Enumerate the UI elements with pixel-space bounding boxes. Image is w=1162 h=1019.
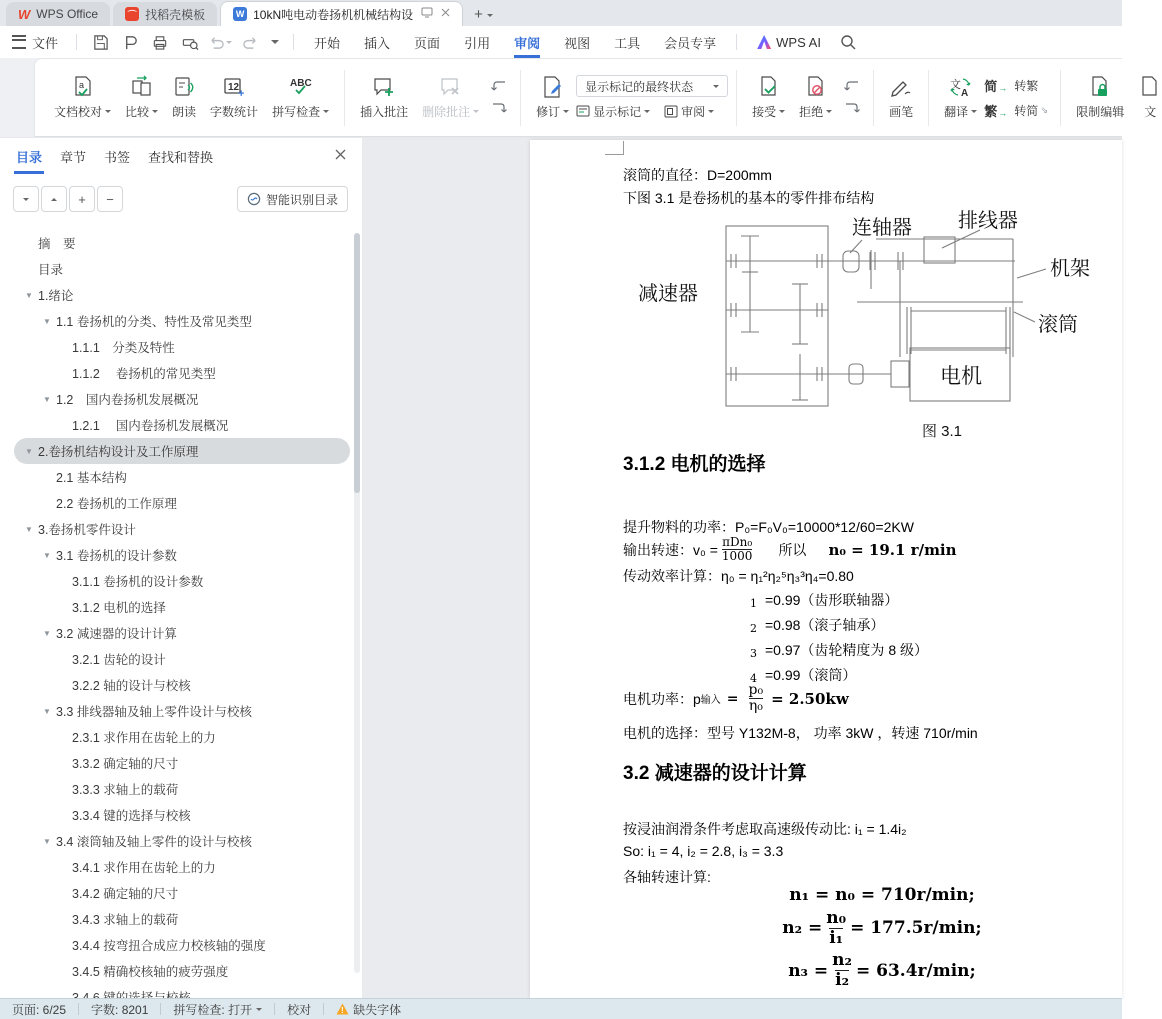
accept-change-button[interactable]: 接受 — [745, 75, 792, 120]
diagram-label-coupling: 连轴器 — [852, 217, 912, 239]
toc-item[interactable] — [0, 724, 354, 750]
toc-item[interactable] — [0, 568, 354, 594]
save-icon[interactable] — [87, 31, 113, 53]
eta-subscript: 3 — [750, 647, 757, 660]
toc-item[interactable] — [0, 906, 354, 932]
export-pdf-icon[interactable] — [117, 31, 143, 53]
formula-line: 传动效率计算：η₀ = η₁²η₂⁵η₃³η₄=0.80 — [623, 568, 854, 584]
toc-item[interactable] — [0, 776, 354, 802]
toc-item-label: 3.4.2 确定轴的尺寸 — [72, 887, 179, 901]
wps-logo-icon: W — [18, 6, 31, 22]
diagram-label-arranger: 排线器 — [958, 210, 1018, 232]
toc-item-label: 3.3.3 求轴上的载荷 — [72, 783, 179, 797]
collapse-triangle-icon[interactable]: ▼ — [43, 394, 51, 404]
toc-item[interactable] — [0, 464, 354, 490]
read-aloud-button[interactable]: 朗读 — [165, 75, 203, 120]
show-markup-button[interactable]: 显示标记 — [576, 103, 650, 120]
search-icon[interactable] — [835, 31, 861, 53]
toc-item[interactable] — [0, 880, 354, 906]
svg-text:+: + — [238, 88, 245, 100]
collapse-triangle-icon[interactable]: ▼ — [43, 316, 51, 326]
word-count-button[interactable]: 12 + 字数统计 — [203, 75, 265, 120]
sidebar-tab-2[interactable]: 书签 — [104, 149, 131, 165]
traditional-to-simplified-button[interactable]: 繁 → 转简 — [984, 101, 1038, 120]
formula-line: 电机的选择：型号 Y132M-8， 功率 3kW ，转速 710r/min — [623, 725, 978, 741]
doc-line: 滚筒的直径：D=200mm — [623, 167, 772, 183]
dialog-launcher-icon[interactable]: ⇘ — [1040, 104, 1049, 115]
eta-subscript: 2 — [750, 622, 757, 635]
comment-nav-column — [490, 80, 508, 116]
wps-ai-label: WPS AI — [776, 34, 821, 50]
proofread-button[interactable]: a 文档校对 — [47, 75, 118, 120]
toc-item[interactable] — [0, 672, 354, 698]
toc-item-label: 3.4.5 精确校核轴的疲劳强度 — [72, 965, 229, 979]
translate-icon — [949, 75, 973, 99]
efficiency-line — [750, 612, 928, 637]
reject-change-button[interactable]: 拒绝 — [792, 75, 839, 120]
zoom-out-button[interactable]: − — [97, 186, 123, 212]
toc-item-label: 3.1.1 卷扬机的设计参数 — [72, 575, 204, 589]
menu-item-1[interactable]: 插入 — [364, 35, 391, 51]
missing-font-warning[interactable]: ! 缺失字体 — [324, 1001, 413, 1018]
toc-item-label: 3.4.3 求轴上的载荷 — [72, 913, 179, 927]
word-count-icon — [222, 75, 246, 99]
svg-text:ABC: ABC — [289, 78, 312, 89]
diagram-caption: 图 3.1 — [922, 423, 963, 440]
tab-current-document[interactable] — [220, 1, 463, 26]
change-nav-column — [843, 80, 861, 116]
divider — [928, 70, 929, 126]
restrict-editing-icon — [1088, 75, 1112, 99]
translate-button[interactable]: 文 A 翻译 — [937, 75, 984, 120]
equation-n1: n₁ = n₀ = 710r/min; — [789, 885, 975, 905]
speed-equations — [662, 885, 1102, 990]
dropdown-caret-icon — [713, 85, 719, 88]
convert-arrow-icon: → — [998, 83, 1008, 93]
collapse-triangle-icon[interactable]: ▼ — [25, 446, 33, 456]
toc-item-label: 2.卷扬机结构设计及工作原理 — [38, 445, 199, 459]
divider — [1060, 70, 1061, 126]
toc-item[interactable] — [0, 958, 354, 984]
formula-line: 电机功率：p 输入 = $\frac{\text{p₀}}{\text{η₀}}$ = 2.50kw — [623, 682, 849, 715]
divider — [293, 34, 294, 50]
status-bar — [0, 998, 1122, 1019]
doc-line: 下图 3.1 是卷扬机的基本的零件排布结构 — [623, 190, 875, 206]
equation-n3: n₃ = $\frac{\text{n₂}}{\text{i₂}}$ = 63.4r/min; — [788, 950, 976, 991]
menu-item-5[interactable]: 视图 — [564, 35, 591, 51]
insert-comment-button[interactable]: 插入批注 — [353, 75, 415, 120]
pen-icon — [889, 75, 913, 99]
track-changes-button[interactable]: 修订 — [529, 75, 576, 120]
divider — [873, 70, 874, 126]
menu-item-3[interactable]: 引用 — [464, 35, 491, 51]
zoom-in-button[interactable]: + — [69, 186, 95, 212]
simplified-to-traditional-button[interactable]: 简 → 转繁 — [984, 76, 1038, 95]
sidebar-tabs — [0, 138, 362, 174]
toc-toolbar — [0, 186, 362, 214]
heading-3-2: 3.2 减速器的设计计算 — [623, 763, 807, 784]
tab-list-caret-icon[interactable] — [487, 14, 493, 17]
document-icon — [1138, 75, 1162, 99]
margin-corner-mark — [605, 141, 624, 155]
menu-item-4[interactable]: 审阅 — [502, 26, 552, 58]
close-tab-icon[interactable] — [441, 8, 450, 20]
toc-item-label: 3.2 减速器的设计计算 — [56, 627, 177, 641]
menu-item-7[interactable]: 会员专享 — [664, 35, 717, 51]
winch-diagram — [590, 210, 1120, 448]
spell-check-button[interactable]: ABC 拼写检查 — [265, 75, 336, 120]
toc-item[interactable] — [0, 802, 354, 828]
previous-change-icon[interactable] — [843, 80, 861, 94]
print-icon[interactable] — [147, 31, 173, 53]
divider — [736, 34, 737, 50]
menu-items — [302, 26, 728, 58]
toc-item-label: 3.4.1 求作用在齿轮上的力 — [72, 861, 216, 875]
toc-item-label: 3.3.2 确定轴的尺寸 — [72, 757, 179, 771]
restrict-editing-button[interactable]: 限制编辑 — [1069, 75, 1131, 120]
collapse-triangle-icon[interactable]: ▼ — [25, 524, 33, 534]
markup-state-value: 显示标记的最终状态 — [585, 79, 694, 94]
compare-icon — [130, 75, 154, 99]
file-menu-label: 文件 — [32, 35, 59, 51]
toc-item-label: 3.1.2 电机的选择 — [72, 601, 166, 615]
tab-wps-office[interactable] — [6, 2, 110, 26]
toc-item-label: 3.2.1 齿轮的设计 — [72, 653, 166, 667]
hamburger-icon — [12, 35, 26, 49]
redo-icon[interactable] — [237, 31, 263, 53]
divider — [76, 34, 77, 50]
toc-item[interactable] — [0, 334, 354, 360]
delete-comment-button[interactable]: 删除批注 — [415, 75, 486, 120]
compare-button[interactable]: 比较 — [118, 75, 165, 120]
print-preview-icon[interactable] — [177, 31, 203, 53]
undo-icon[interactable] — [207, 31, 233, 53]
toc-item[interactable] — [0, 516, 354, 542]
warning-icon — [336, 1003, 349, 1015]
formula-line: 按浸油润滑条件考虑取高速级传动比: i₁ = 1.4i₂ — [623, 821, 907, 837]
jian-char-icon: 简 — [984, 78, 998, 94]
toc-item[interactable] — [0, 386, 354, 412]
read-aloud-icon — [172, 75, 196, 99]
toc-item-label: 2.2 卷扬机的工作原理 — [56, 497, 177, 511]
menu-item-0[interactable]: 开始 — [314, 35, 341, 51]
collapse-all-button[interactable] — [41, 186, 67, 212]
toc-item-label: 2.1 基本结构 — [56, 471, 127, 485]
toc-item[interactable] — [0, 750, 354, 776]
divider — [344, 70, 345, 126]
next-comment-icon[interactable] — [490, 102, 508, 116]
markup-state-dropdown[interactable] — [576, 75, 728, 97]
toc-item[interactable] — [0, 256, 354, 282]
collapse-triangle-icon[interactable]: ▼ — [43, 550, 51, 560]
efficiency-list — [750, 587, 928, 687]
smart-toc-icon — [247, 192, 261, 206]
toc-item[interactable] — [0, 542, 354, 568]
tab-docer-templates[interactable] — [113, 2, 217, 26]
navigation-sidebar — [0, 137, 362, 998]
toc-item-label: 2.3.1 求作用在齿轮上的力 — [72, 731, 216, 745]
toc-item-label: 1.1 卷扬机的分类、特性及常见类型 — [56, 315, 252, 329]
toc-item-label: 1.1.2 卷扬机的常见类型 — [72, 367, 216, 381]
toc-item[interactable] — [0, 490, 354, 516]
menu-bar — [0, 26, 1122, 58]
track-changes-icon — [541, 75, 565, 99]
scrollbar-thumb[interactable] — [354, 233, 360, 493]
proofread-icon — [71, 75, 95, 99]
sidebar-scrollbar[interactable] — [354, 233, 360, 973]
file-menu-button[interactable] — [0, 33, 58, 52]
word-doc-icon: W — [233, 7, 247, 21]
sidebar-close-icon[interactable] — [335, 147, 346, 165]
toc-item-label: 3.3 排线器轴及轴上零件设计与校核 — [56, 705, 252, 719]
tab-label: WPS Office — [36, 7, 99, 21]
next-change-icon[interactable] — [843, 102, 861, 116]
svg-text:A: A — [960, 88, 968, 99]
quickbar-expand-caret-icon[interactable] — [271, 40, 279, 44]
eta-value: =0.99（滚筒） — [765, 666, 857, 683]
toc-item[interactable] — [0, 412, 354, 438]
toc-item-label: 3.卷扬机零件设计 — [38, 523, 136, 537]
tab-label: 10kN吨电动卷扬机机械结构设 — [253, 7, 414, 22]
collapse-triangle-icon[interactable]: ▼ — [43, 628, 51, 638]
eta-subscript: 4 — [750, 672, 757, 685]
diagram-label-motor: 电机 — [940, 365, 982, 388]
toc-item-label: 3.3.4 键的选择与校核 — [72, 809, 191, 823]
show-markup-icon — [576, 105, 590, 119]
sidebar-tab-3[interactable]: 查找和替换 — [148, 149, 214, 165]
svg-text:12: 12 — [228, 82, 240, 93]
svg-text:文: 文 — [949, 79, 961, 91]
toc-item[interactable] — [0, 282, 354, 308]
heading-3-1-2: 3.1.2 电机的选择 — [623, 454, 766, 475]
new-tab-icon[interactable]: + — [474, 6, 483, 23]
pen-button[interactable]: 画笔 — [882, 75, 920, 120]
formula-line: 提升物料的功率：P₀=F₀V₀=10000*12/60=2KW — [623, 519, 914, 535]
delete-comment-icon — [439, 75, 463, 99]
diagram-label-drum: 滚筒 — [1038, 314, 1078, 336]
toc-item-label: 1.1.1 分类及特性 — [72, 341, 175, 355]
menu-item-6[interactable]: 工具 — [614, 35, 641, 51]
toc-item-label: 3.4 滚筒轴及轴上零件的设计与校核 — [56, 835, 252, 849]
svg-text:!: ! — [341, 1006, 344, 1015]
efficiency-line — [750, 637, 928, 662]
toc-item-label: 目录 — [38, 263, 64, 277]
formula-line: 输出转速：v₀ = $\frac{\text{πDn₀}}{1000}$ 所以 n₀ = 19.1 r/min — [623, 535, 957, 564]
toc-item-label: 1.绪论 — [38, 289, 74, 303]
toc-item-label: 1.2.1 国内卷扬机发展概况 — [72, 419, 229, 433]
equation-n2: n₂ = $\frac{\text{n₀}}{\text{i₁}}$ = 177.5r/min; — [782, 908, 982, 948]
toc-item[interactable] — [0, 698, 354, 724]
spell-check-icon — [289, 75, 313, 99]
smart-toc-button[interactable]: 智能识别目录 — [237, 186, 348, 212]
fan-char-icon: 繁 — [984, 103, 998, 119]
svg-text:a: a — [78, 80, 84, 90]
toc-item[interactable] — [0, 308, 354, 334]
expand-all-button[interactable] — [13, 186, 39, 212]
toc-item[interactable] — [0, 646, 354, 672]
formula-line: So: i₁ = 4, i₂ = 2.8, i₃ = 3.3 — [623, 843, 784, 859]
divider — [736, 70, 737, 126]
diagram-label-frame: 机架 — [1050, 258, 1090, 280]
clipped-toolbar-button[interactable]: 文 — [1131, 75, 1162, 120]
wps-ai-icon — [757, 35, 771, 49]
toc-item-label: 3.2.2 轴的设计与校核 — [72, 679, 191, 693]
page-indicator[interactable]: 页面: 6/25 — [12, 1002, 67, 1017]
reject-change-icon — [804, 75, 828, 99]
toc-item[interactable] — [0, 230, 354, 256]
docer-icon: ⌒ — [125, 7, 139, 21]
screen-mode-icon[interactable] — [421, 7, 433, 21]
collapse-triangle-icon[interactable]: ▼ — [43, 836, 51, 846]
tab-label: 找稻壳模板 — [145, 7, 206, 22]
insert-comment-icon — [372, 75, 396, 99]
spell-check-status[interactable]: 拼写检查: 打开 — [161, 1001, 274, 1018]
diagram-label-reducer: 减速器 — [638, 283, 698, 305]
toc-item-label: 3.4.4 按弯扭合成应力校核轴的强度 — [72, 939, 266, 953]
toc-list — [0, 230, 354, 1010]
toc-item[interactable] — [0, 854, 354, 880]
window-tab-bar — [0, 0, 1122, 26]
proofread-status[interactable]: 校对 — [287, 1002, 312, 1017]
sidebar-tab-1[interactable]: 章节 — [60, 149, 87, 165]
divider — [520, 70, 521, 126]
eta-value: =0.98（滚子轴承） — [765, 616, 885, 633]
document-canvas[interactable] — [362, 137, 1122, 998]
collapse-triangle-icon[interactable]: ▼ — [25, 290, 33, 300]
collapse-triangle-icon[interactable]: ▼ — [43, 706, 51, 716]
eta-value: =0.97（齿轮精度为 8 级） — [765, 641, 928, 658]
toc-item[interactable] — [0, 594, 354, 620]
ribbon-toolbar — [0, 58, 1157, 137]
review-pane-button[interactable]: 审阅 — [664, 103, 714, 120]
eta-subscript: 1 — [750, 597, 757, 610]
accept-change-icon — [757, 75, 781, 99]
previous-comment-icon[interactable] — [490, 80, 508, 94]
toc-item[interactable] — [0, 932, 354, 958]
efficiency-line — [750, 587, 928, 612]
wps-ai-button[interactable] — [745, 26, 833, 58]
menu-item-2[interactable]: 页面 — [414, 35, 441, 51]
toc-item-label: 1.2 国内卷扬机发展概况 — [56, 393, 199, 407]
toc-item[interactable] — [0, 828, 354, 854]
toc-item[interactable] — [14, 438, 350, 464]
formula-line: 各轴转速计算: — [623, 869, 711, 885]
eta-value: =0.99（齿形联轴器） — [765, 591, 899, 608]
undo-caret-icon — [226, 41, 232, 44]
toc-item[interactable] — [0, 620, 354, 646]
review-pane-icon — [664, 105, 678, 119]
toc-item[interactable] — [0, 360, 354, 386]
word-count-indicator[interactable]: 字数: 8201 — [91, 1002, 149, 1017]
toc-item-label: 3.1 卷扬机的设计参数 — [56, 549, 177, 563]
convert-arrow-icon: → — [998, 108, 1008, 118]
sidebar-tab-0[interactable]: 目录 — [14, 143, 44, 170]
toc-item-label: 摘 要 — [38, 237, 76, 251]
